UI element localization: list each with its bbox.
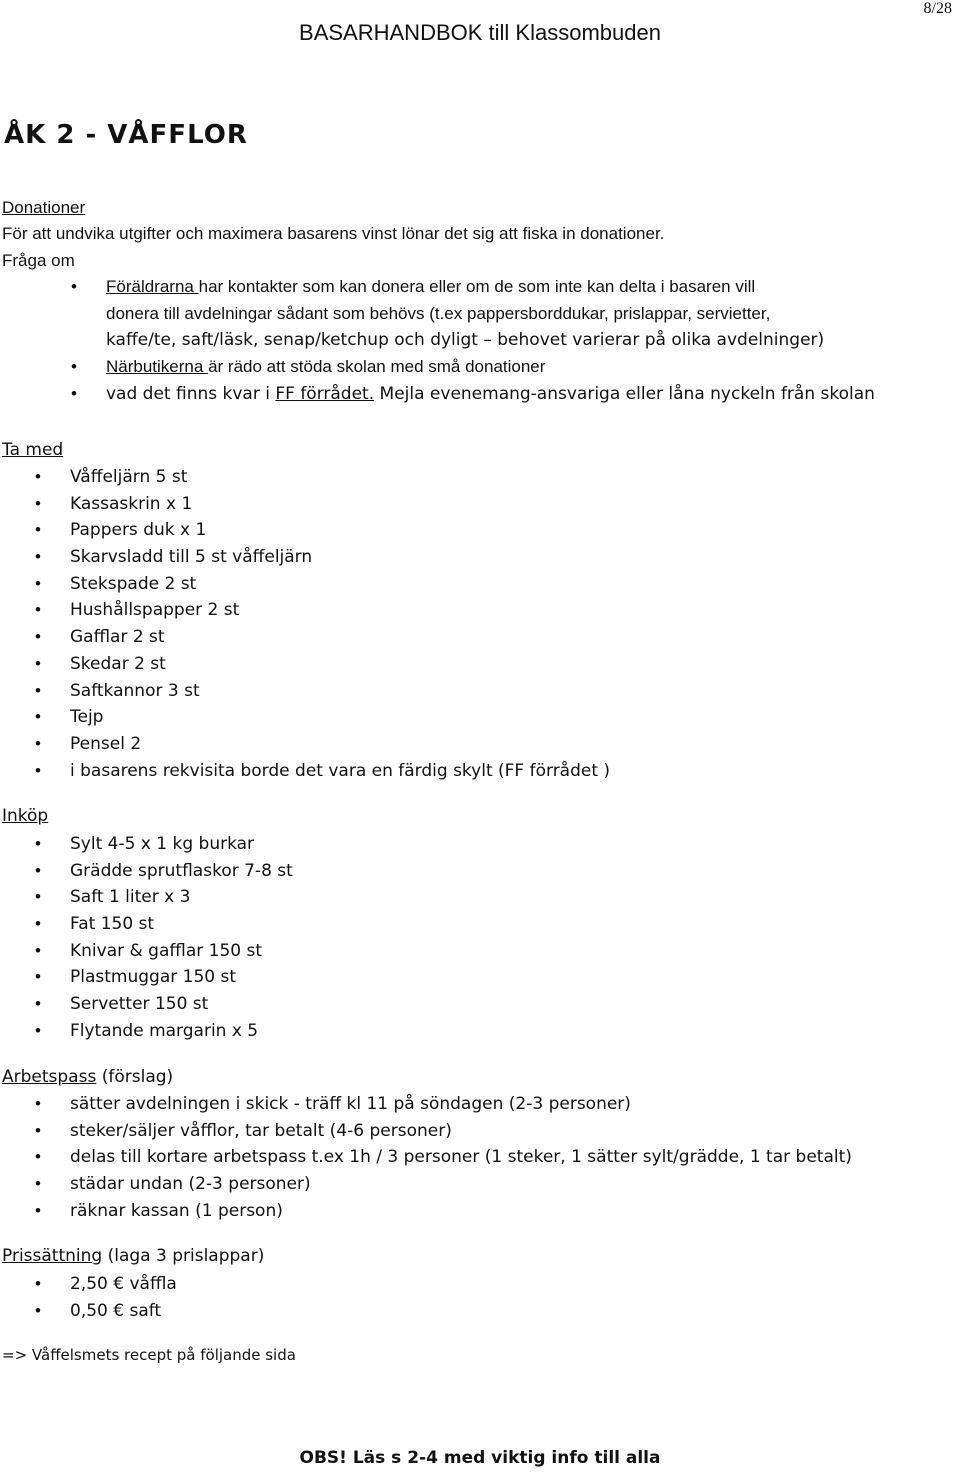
list-item: • sätter avdelningen i skick - träff kl 11 på söndagen (2-3 personer) xyxy=(70,1091,852,1118)
document-header: BASARHANDBOK till Klassombuden xyxy=(299,20,661,45)
page-number: 8/28 xyxy=(923,0,952,17)
donations-ask: Fråga om xyxy=(2,251,75,270)
inkop-heading: Inköp xyxy=(2,806,49,826)
arbetspass-list xyxy=(70,1091,852,1224)
list-item: • Pappers duk x 1 xyxy=(70,517,610,544)
list-item: • Tejp xyxy=(70,704,610,731)
donations-intro: För att undvika utgifter och maximera basarens vinst lönar det sig att fiska in donationer. xyxy=(2,224,665,243)
donations-heading: Donationer xyxy=(2,198,86,217)
list-item: • Grädde sprutflaskor 7-8 st xyxy=(70,858,293,885)
prissattning-heading: Prissättning (laga 3 prislappar) xyxy=(2,1246,265,1266)
list-item: • Skarvsladd till 5 st våffeljärn xyxy=(70,544,610,571)
list-item-continuation: kaffe/te, saft/läsk, senap/ketchup och dyligt – behovet varierar på olika avdelninger) xyxy=(106,330,825,351)
list-item-continuation: donera till avdelningar sådant som behövs (t.ex pappersborddukar, prislappar, servietter, xyxy=(106,303,771,323)
list-item: • i basarens rekvisita borde det vara en färdig skylt (FF förrådet ) xyxy=(70,758,610,785)
prissattning-list xyxy=(70,1271,177,1324)
list-item: • Servetter 150 st xyxy=(70,991,293,1018)
list-item: • Kassaskrin x 1 xyxy=(70,491,610,518)
list-item: • delas till kortare arbetspass t.ex 1h / 3 personer (1 steker, 1 sätter sylt/grädde, 1 tar betalt) xyxy=(70,1144,852,1171)
list-item: • räknar kassan (1 person) xyxy=(70,1198,852,1225)
list-item: • Närbutikerna är rädo att stöda skolan med små donationer xyxy=(106,354,875,381)
list-item: • Skedar 2 st xyxy=(70,651,610,678)
list-item: • Saft 1 liter x 3 xyxy=(70,884,293,911)
list-item: • Flytande margarin x 5 xyxy=(70,1018,293,1045)
list-item: • Saftkannor 3 st xyxy=(70,678,610,705)
list-item: • Hushållspapper 2 st xyxy=(70,597,610,624)
footer-note: OBS! Läs s 2-4 med viktig info till alla xyxy=(299,1448,661,1468)
list-item: • Stekspade 2 st xyxy=(70,571,610,598)
inkop-list xyxy=(70,831,293,1045)
recipe-note: => Våffelsmets recept på följande sida xyxy=(2,1346,296,1364)
list-item: • Gafflar 2 st xyxy=(70,624,610,651)
list-item: • 2,50 € våffla xyxy=(70,1271,177,1298)
list-item: • Knivar & gafflar 150 st xyxy=(70,938,293,965)
ta-med-heading: Ta med xyxy=(2,440,64,460)
list-item: • steker/säljer våfflor, tar betalt (4-6 personer) xyxy=(70,1118,852,1145)
list-item: • Våffeljärn 5 st xyxy=(70,464,610,491)
list-item: • Sylt 4-5 x 1 kg burkar xyxy=(70,831,293,858)
list-item: • Pensel 2 xyxy=(70,731,610,758)
arbetspass-heading: Arbetspass (förslag) xyxy=(2,1067,174,1087)
donations-list xyxy=(106,274,875,407)
list-item: • vad det finns kvar i FF förrådet. Mejla evenemang-ansvariga eller låna nyckeln från skolan xyxy=(106,381,875,408)
list-item: • Plastmuggar 150 st xyxy=(70,964,293,991)
ta-med-list xyxy=(70,464,610,784)
list-item: • Föräldrarna har kontakter som kan donera eller om de som inte kan delta i basaren vill xyxy=(106,274,875,301)
page-title: ÅK 2 - VÅFFLOR xyxy=(4,120,248,150)
list-item: • 0,50 € saft xyxy=(70,1298,177,1325)
list-item: • städar undan (2-3 personer) xyxy=(70,1171,852,1198)
list-item: • Fat 150 st xyxy=(70,911,293,938)
